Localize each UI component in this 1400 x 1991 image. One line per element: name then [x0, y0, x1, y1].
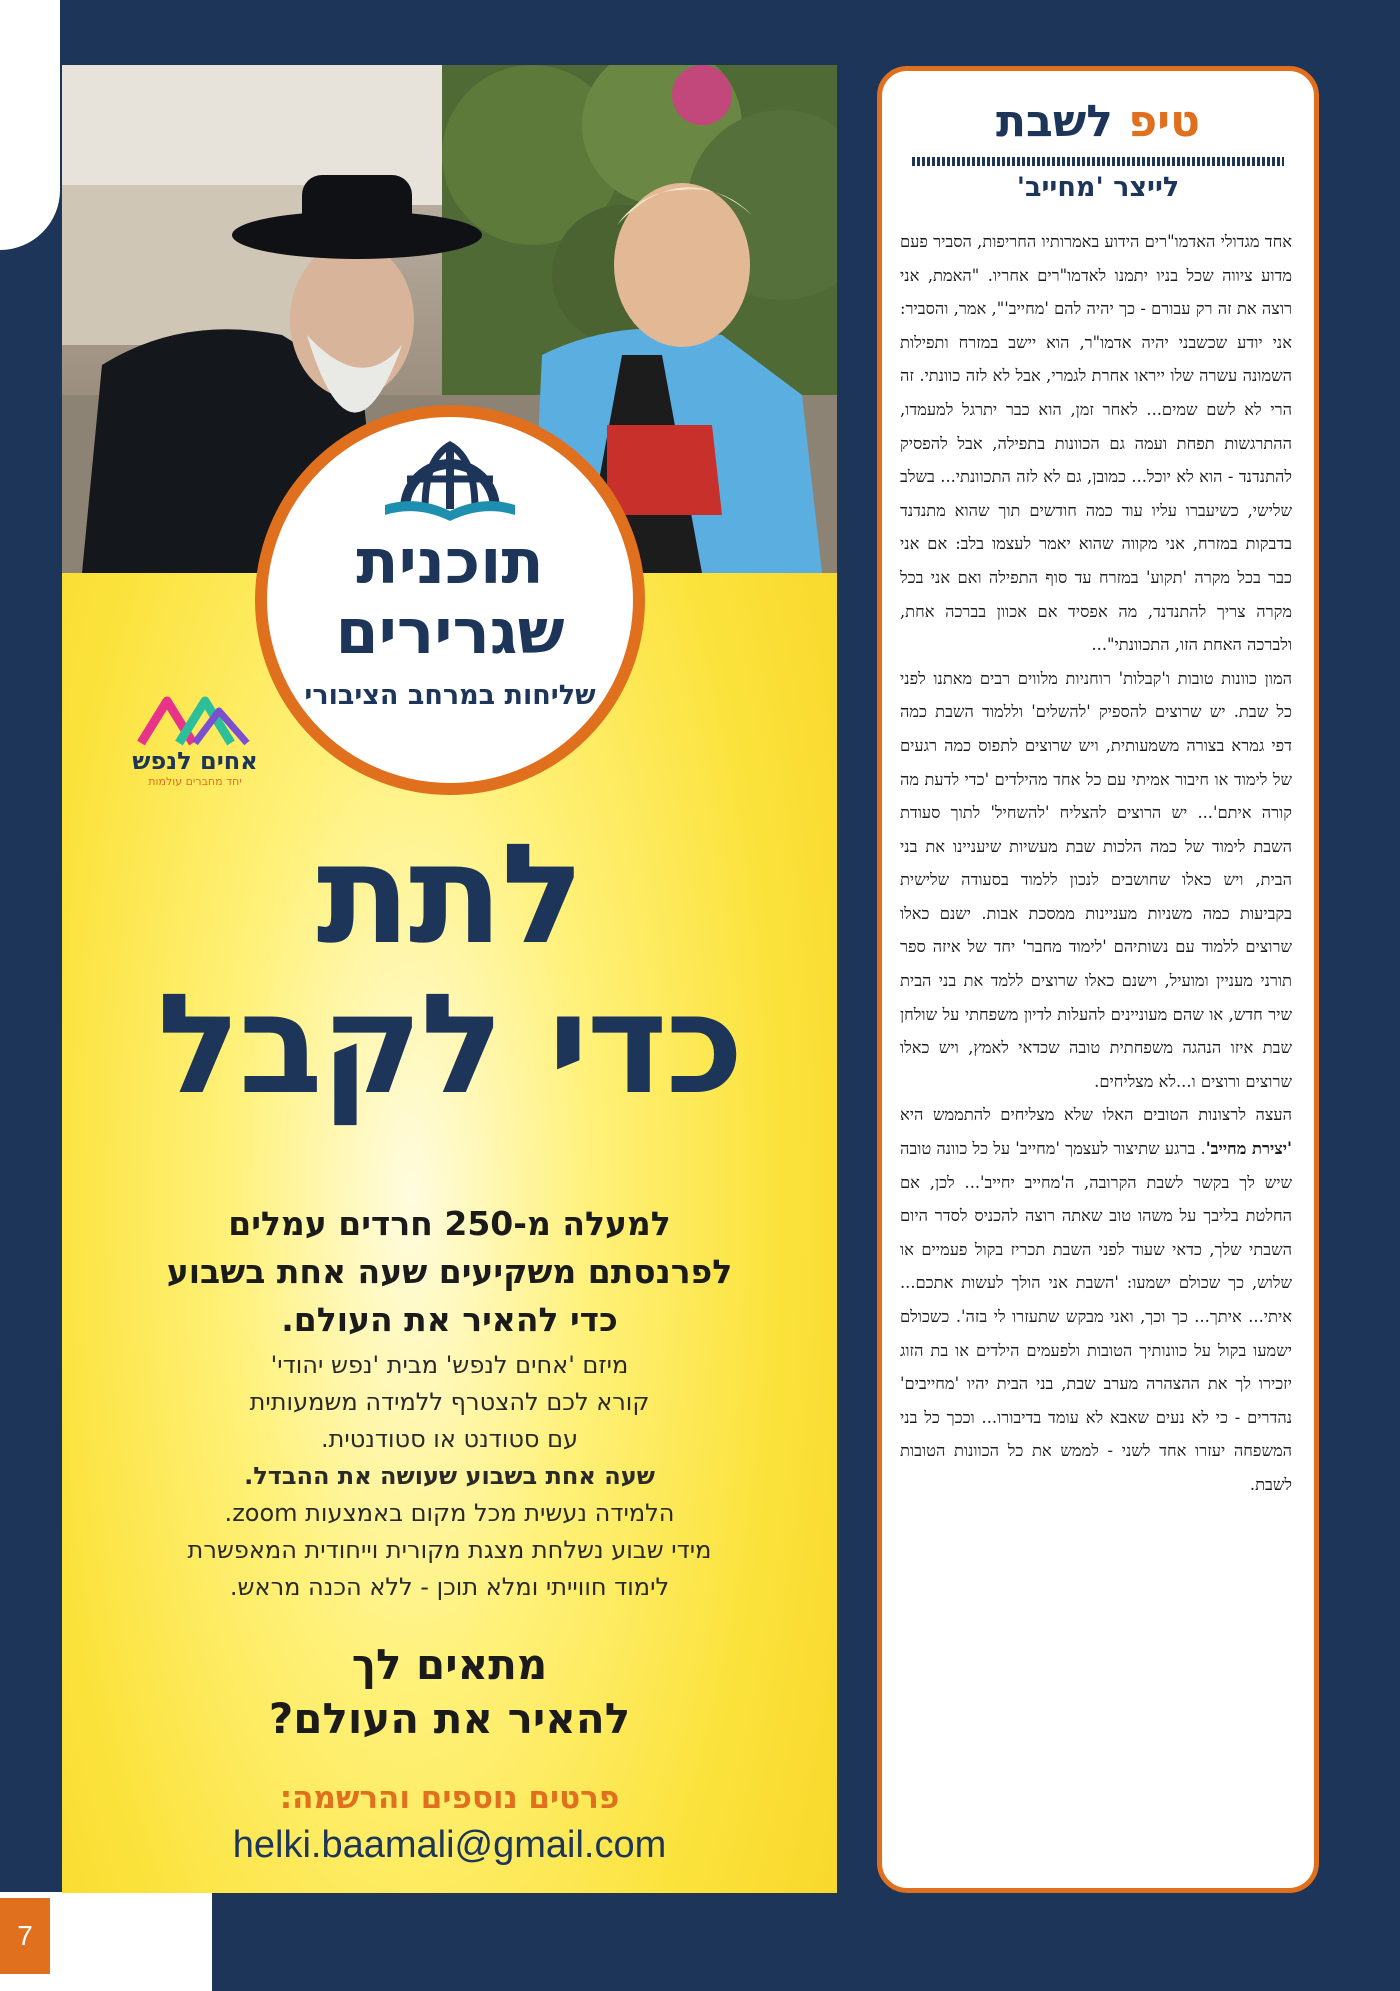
paragraph-emphasis: 'יצירת מחייב' [1205, 1139, 1292, 1159]
body-line: מיזם 'אחים לנפש' מבית 'נפש יהודי' [270, 1351, 629, 1379]
intro-line: כדי להאיר את העולם. [281, 1300, 618, 1339]
contact-email[interactable]: helki.baamali@gmail.com [232, 1824, 667, 1866]
globe-book-icon [375, 439, 525, 525]
paragraph-text: העצה לרצונות הטובים האלו שלא מצליחים להתממש היא [900, 1105, 1292, 1125]
body-line: הלמידה נעשית מכל מקום באמצעות zoom. [224, 1499, 675, 1527]
intro-line: למעלה מ-250 חרדים עמלים [228, 1204, 671, 1243]
article-paragraph: המון כוונות טובות ו'קבלות' רוחניות מלווים רבים מאתנו לפני כל שבת. יש שרוצים להספיק 'להשלים' וללמוד השבת כמה דפי גמרא בצורה משמעותית, ויש שרוצים לתפוס כמה רגעים של לימוד או חיבור אמיתי עם כל אחד מהילדים 'כדי לדעת מה קורה איתם'... יש הרוצים להצליח 'להשחיל' לתוך סעודת השבת לימוד של כמה הלכות שבת מעשיות שיעניינו את בני הבית, ויש כאלו שחושבים לנכון ללמוד בסעודה שלישית בקביעות כמה משניות מעניינות ממסכת אבות. ישנם כאלו שרוצים ללמוד עם נשותיהם 'לימוד מחבר' יחד של איזה ספר תורני מעניין ומועיל, וישנם כאלו שרוצים ללמד את בני הבית שיר חדש, או שהם מעוניינים להעלות לדיון משפחתי על שולחן שבת איזו הנהגה משפחתית טובה שכדאי לאמץ, ויש כאלו שרוצים ורוצים ו...לא מצליחים. [900, 668, 1292, 1091]
tip-article [900, 225, 1292, 1502]
article-paragraph: אחד מגדולי האדמו"רים הידוע באמרותיו החריפות, הסביר פעם מדוע ציווה שכל בניו יתמנו לאדמו"רים אחריו. "האמת, אני רוצה את זה רק עבורם - כך יהיה להם 'מחייב'", אמר, והסביר: אני יודע שכשבני יהיה אדמו"ר, הוא יישב במזרח ותפילות השמונה עשרה שלו ייראו אחרת לגמרי, אבל לא לזה כוונתי. זה הרי לא לשם שמים... לאחר זמן, הוא כבר יתרגל למעמדו, ההתרגשות תפחת ועמה גם הכוונות בתפילה, אבל להפסיק להתנדנד - הוא לא יוכל... כמובן, גם לא לזה התכוונתי... בשלב שלישי, כשיעברו עליו עוד כמה חודשים תוך שהוא מתנדנד בדבקות במזרח, אני מקווה שהוא יאמר לעצמו בלב: אם אני כבר בכל מקרה 'תקוע' במזרח עד סוף התפילה ואם אני בכל מקרה צריך להתנדנד, מה אפסיד אם אכוון בברכה אחת, ולברכה האחת הזו, התכוונתי"... [900, 232, 1292, 655]
headline-line1: לתת [316, 814, 583, 975]
partner-logo [110, 695, 280, 795]
body-line-emphasis: שעה אחת בשבוע שעושה את ההבדל. [244, 1462, 655, 1490]
tip-subtitle: לייצר 'מחייב' [1016, 172, 1180, 203]
article-paragraph [900, 1098, 1292, 1501]
page-number: 7 [0, 1898, 50, 1974]
cta-line2: להאיר את העולם? [268, 1694, 631, 1743]
tip-title-word1: טיפ [1128, 96, 1200, 147]
cta-question [82, 1638, 817, 1746]
logo-title-line1: תוכנית [356, 525, 544, 598]
tip-title [882, 95, 1314, 149]
details-label: פרטים נוספים והרשמה: [279, 1780, 620, 1816]
cta-line1: מתאים לך [351, 1640, 548, 1689]
body-line: עם סטודנט או סטודנטית. [320, 1425, 579, 1453]
shabbat-tip-box [877, 66, 1319, 1893]
body-line: קורא לכם להצטרף ללמידה משמעותית [249, 1388, 650, 1416]
body-line: לימוד חווייתי ומלא תוכן - ללא הכנה מראש. [229, 1573, 670, 1601]
partner-name: אחים לנפש [132, 747, 258, 775]
tip-title-word2: לשבת [996, 96, 1113, 147]
logo-subtitle: שליחות במרחב הציבורי [304, 680, 596, 711]
ad-panel [62, 65, 837, 1893]
ambassadors-logo [255, 405, 645, 795]
paragraph-text: . ברגע שתיצור לעצמך 'מחייב' על כל כוונה טובה שיש לך בקשר לשבת הקרובה, ה'מחייב יחייב'... לכן, אם החלטת בליבך על משהו טוב שאתה רוצה להכניס לסדר היום השבתי שלך, כדאי שעוד לפני השבת תכריז בקול פעמיים או שלוש, כך שכולם ישמעו: 'השבת אני הולך לעשות אתכם... איתי... איתך... כך וכך, ואני מבקש שתעזרו לי בזה'. כשכולם ישמעו בקול על כוונותיך הטובות ולפעמים הילדים או בת הזוג יזכירו לך את ההצהרה מערב שבת, בני הבית יהיו 'מחייבים' נהדרים - כי לא נעים שאבא לא עומד בדיבורו... וככך כל בני המשפחה יעזרו אחד לשני - לממש את כל הכוונות הטובות לשבת. [900, 1139, 1292, 1494]
headline-line2: כדי לקבל [157, 964, 742, 1125]
title-divider [912, 157, 1284, 166]
partner-tagline: יחד מחברים עולמות [148, 775, 242, 788]
ad-body [82, 1347, 817, 1606]
intro-line: לפרנסתם משקיעים שעה אחת בשבוע [166, 1252, 733, 1291]
body-line: מידי שבוע נשלחת מצגת מקורית וייחודית המאפשרת [187, 1536, 712, 1564]
mountains-logo-icon [135, 695, 255, 747]
corner-decoration [0, 0, 60, 250]
logo-title-line2: שגרירים [335, 595, 565, 668]
ad-intro [82, 1200, 817, 1344]
